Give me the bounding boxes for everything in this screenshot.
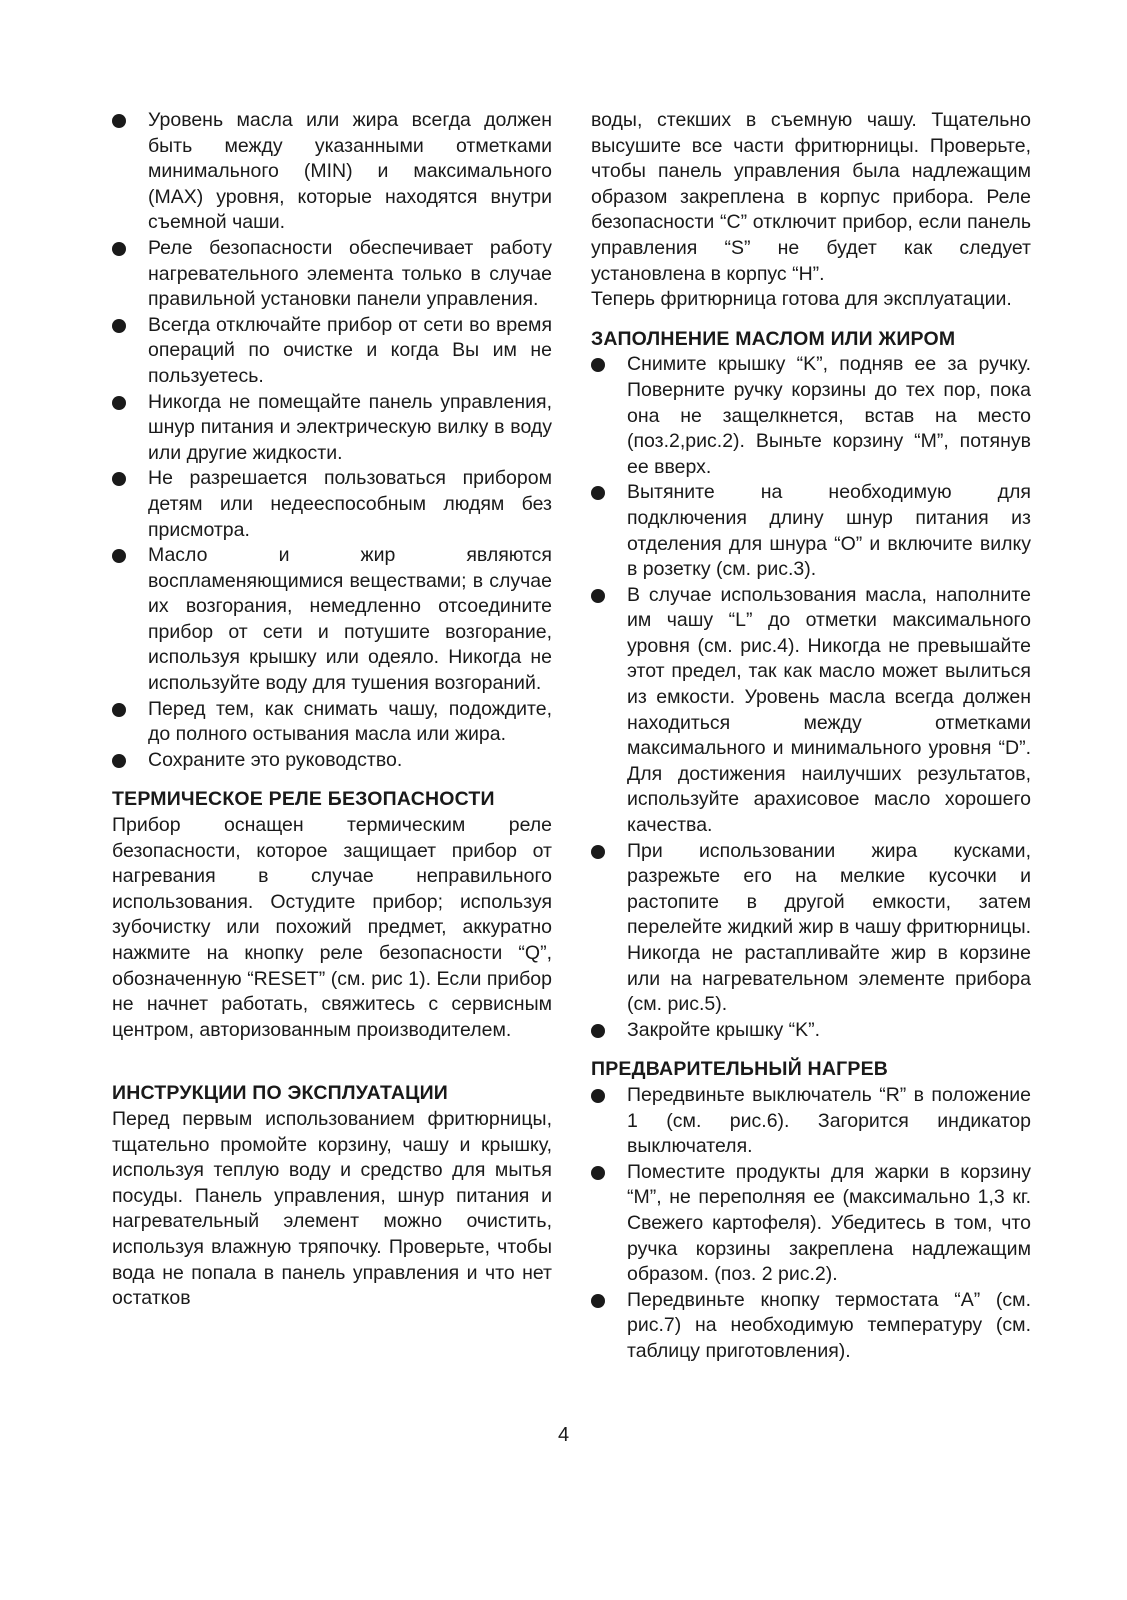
list-item: Всегда отключайте прибор от сети во время операций по очистке и когда Вы им не пользуетесь. xyxy=(112,313,552,390)
list-item: Не разрешается пользоваться прибором детям или недееспособным людям без присмотра. xyxy=(112,466,552,543)
list-item: Передвиньте выключатель “R” в положение 1 (см. рис.6). Загорится индикатор выключателя. xyxy=(591,1083,1031,1160)
bullet-icon xyxy=(591,1024,605,1038)
list-item: Уровень масла или жира всегда должен быть между указанными отметками минимального (MIN) и максимального (MAX) уровня, которые находятся внутри съемной чаши. xyxy=(112,108,552,236)
oil-filling-bullet-list xyxy=(591,352,1031,1043)
ready-text: Теперь фритюрница готова для эксплуатации. xyxy=(591,288,1012,311)
page-number: 4 xyxy=(557,1424,570,1446)
list-item: В случае использования масла, наполните им чашу “L” до отметки максимального уровня (см. рис.4). Никогда не превышайте этот предел, так как масло может вылиться из емкости. Уровень масла всегда должен находиться между отметками максимального и минимального уровня “D”. Для достижения наилучших результатов, используйте арахисовое масло хорошего качества. xyxy=(591,583,1031,839)
preheat-bullet-list xyxy=(591,1083,1031,1365)
thermal-relay-text: Прибор оснащен термическим реле безопасности, которое защищает прибор от нагревания в случае неправильного использования. Остудите прибор; используя зубочистку или похожий предмет, аккуратно нажмите на кнопку реле безопасности “Q”, обозначенную “RESET” (см. рис 1). Если прибор не начнет работать, свяжитесь с сервисным центром, авторизованным производителем. xyxy=(112,814,552,1041)
bullet-icon xyxy=(591,1089,605,1103)
list-item: Никогда не помещайте панель управления, шнур питания и электрическую вилку в воду или другие жидкости. xyxy=(112,390,552,467)
right-column xyxy=(591,108,1031,1365)
left-column xyxy=(112,108,552,1312)
instructions-heading: ИНСТРУКЦИИ ПО ЭКСПЛУАТАЦИИ xyxy=(112,1082,448,1105)
list-item: Масло и жир являются воспламеняющимися веществами; в случае их возгорания, немедленно отсоедините прибор от сети и потушите возгорание, используя крышку или одеяло. Никогда не используйте воду для тушения возгораний. xyxy=(112,543,552,697)
bullet-icon xyxy=(591,845,605,859)
list-item: Перед тем, как снимать чашу, подождите, до полного остывания масла или жира. xyxy=(112,697,552,748)
list-item: Реле безопасности обеспечивает работу нагревательного элемента только в случае правильной установки панели управления. xyxy=(112,236,552,313)
list-item: При использовании жира кусками, разрежьте его на мелкие кусочки и растопите в другой емкости, затем перелейте жидкий жир в чашу фритюрницы. Никогда не растапливайте жир в корзине или на нагревательном элементе прибора (см. рис.5). xyxy=(591,839,1031,1018)
bullet-icon xyxy=(112,472,126,486)
instructions-text: Перед первым использованием фритюрницы, тщательно промойте корзину, чашу и крышку, используя теплую воду и средство для мытья посуды. Панель управления, шнур питания и нагревательный элемент можно очистить, используя влажную тряпочку. Проверьте, чтобы вода не попала в панель управления и что нет остатков xyxy=(112,1107,552,1310)
bullet-icon xyxy=(112,242,126,256)
bullet-icon xyxy=(112,319,126,333)
list-item: Поместите продукты для жарки в корзину “M”, не переполняя ее (максимально 1,3 кг. Свежего картофеля). Убедитесь в том, что ручка корзины закреплена надлежащим образом. (поз. 2 рис.2). xyxy=(591,1160,1031,1288)
bullet-icon xyxy=(591,1294,605,1308)
list-item: Передвиньте кнопку термостата “A” (см. рис.7) на необходимую температуру (см. таблицу приготовления). xyxy=(591,1288,1031,1365)
bullet-icon xyxy=(112,703,126,717)
preheat-heading: ПРЕДВАРИТЕЛЬНЫЙ НАГРЕВ xyxy=(591,1058,889,1081)
thermal-relay-heading: ТЕРМИЧЕСКОЕ РЕЛЕ БЕЗОПАСНОСТИ xyxy=(112,788,495,811)
bullet-icon xyxy=(591,486,605,500)
bullet-icon xyxy=(112,396,126,410)
bullet-icon xyxy=(591,589,605,603)
safety-bullet-list xyxy=(112,108,552,773)
oil-filling-heading: ЗАПОЛНЕНИЕ МАСЛОМ ИЛИ ЖИРОМ xyxy=(591,327,956,350)
bullet-icon xyxy=(112,549,126,563)
bullet-icon xyxy=(112,754,126,768)
list-item: Сохраните это руководство. xyxy=(112,748,552,774)
list-item: Закройте крышку “K”. xyxy=(591,1018,1031,1044)
instructions-continued-text: воды, стекших в съемную чашу. Тщательно высушите все части фритюрницы. Проверьте, чтобы панель управления была надлежащим образом закреплена в корпус прибора. Реле безопасности “C” отключит прибор, если панель управления “S” не будет как следует установлена в корпус “H”. xyxy=(591,109,1031,285)
bullet-icon xyxy=(112,114,126,128)
bullet-icon xyxy=(591,1166,605,1180)
list-item: Вытяните на необходимую для подключения длину шнур питания из отделения для шнура “O” и включите вилку в розетку (см. рис.3). xyxy=(591,480,1031,582)
bullet-icon xyxy=(591,358,605,372)
list-item: Снимите крышку “K”, подняв ее за ручку. Поверните ручку корзины до тех пор, пока она не защелкнется, встав на место (поз.2,рис.2). Выньте корзину “M”, потянув ее вверх. xyxy=(591,352,1031,480)
